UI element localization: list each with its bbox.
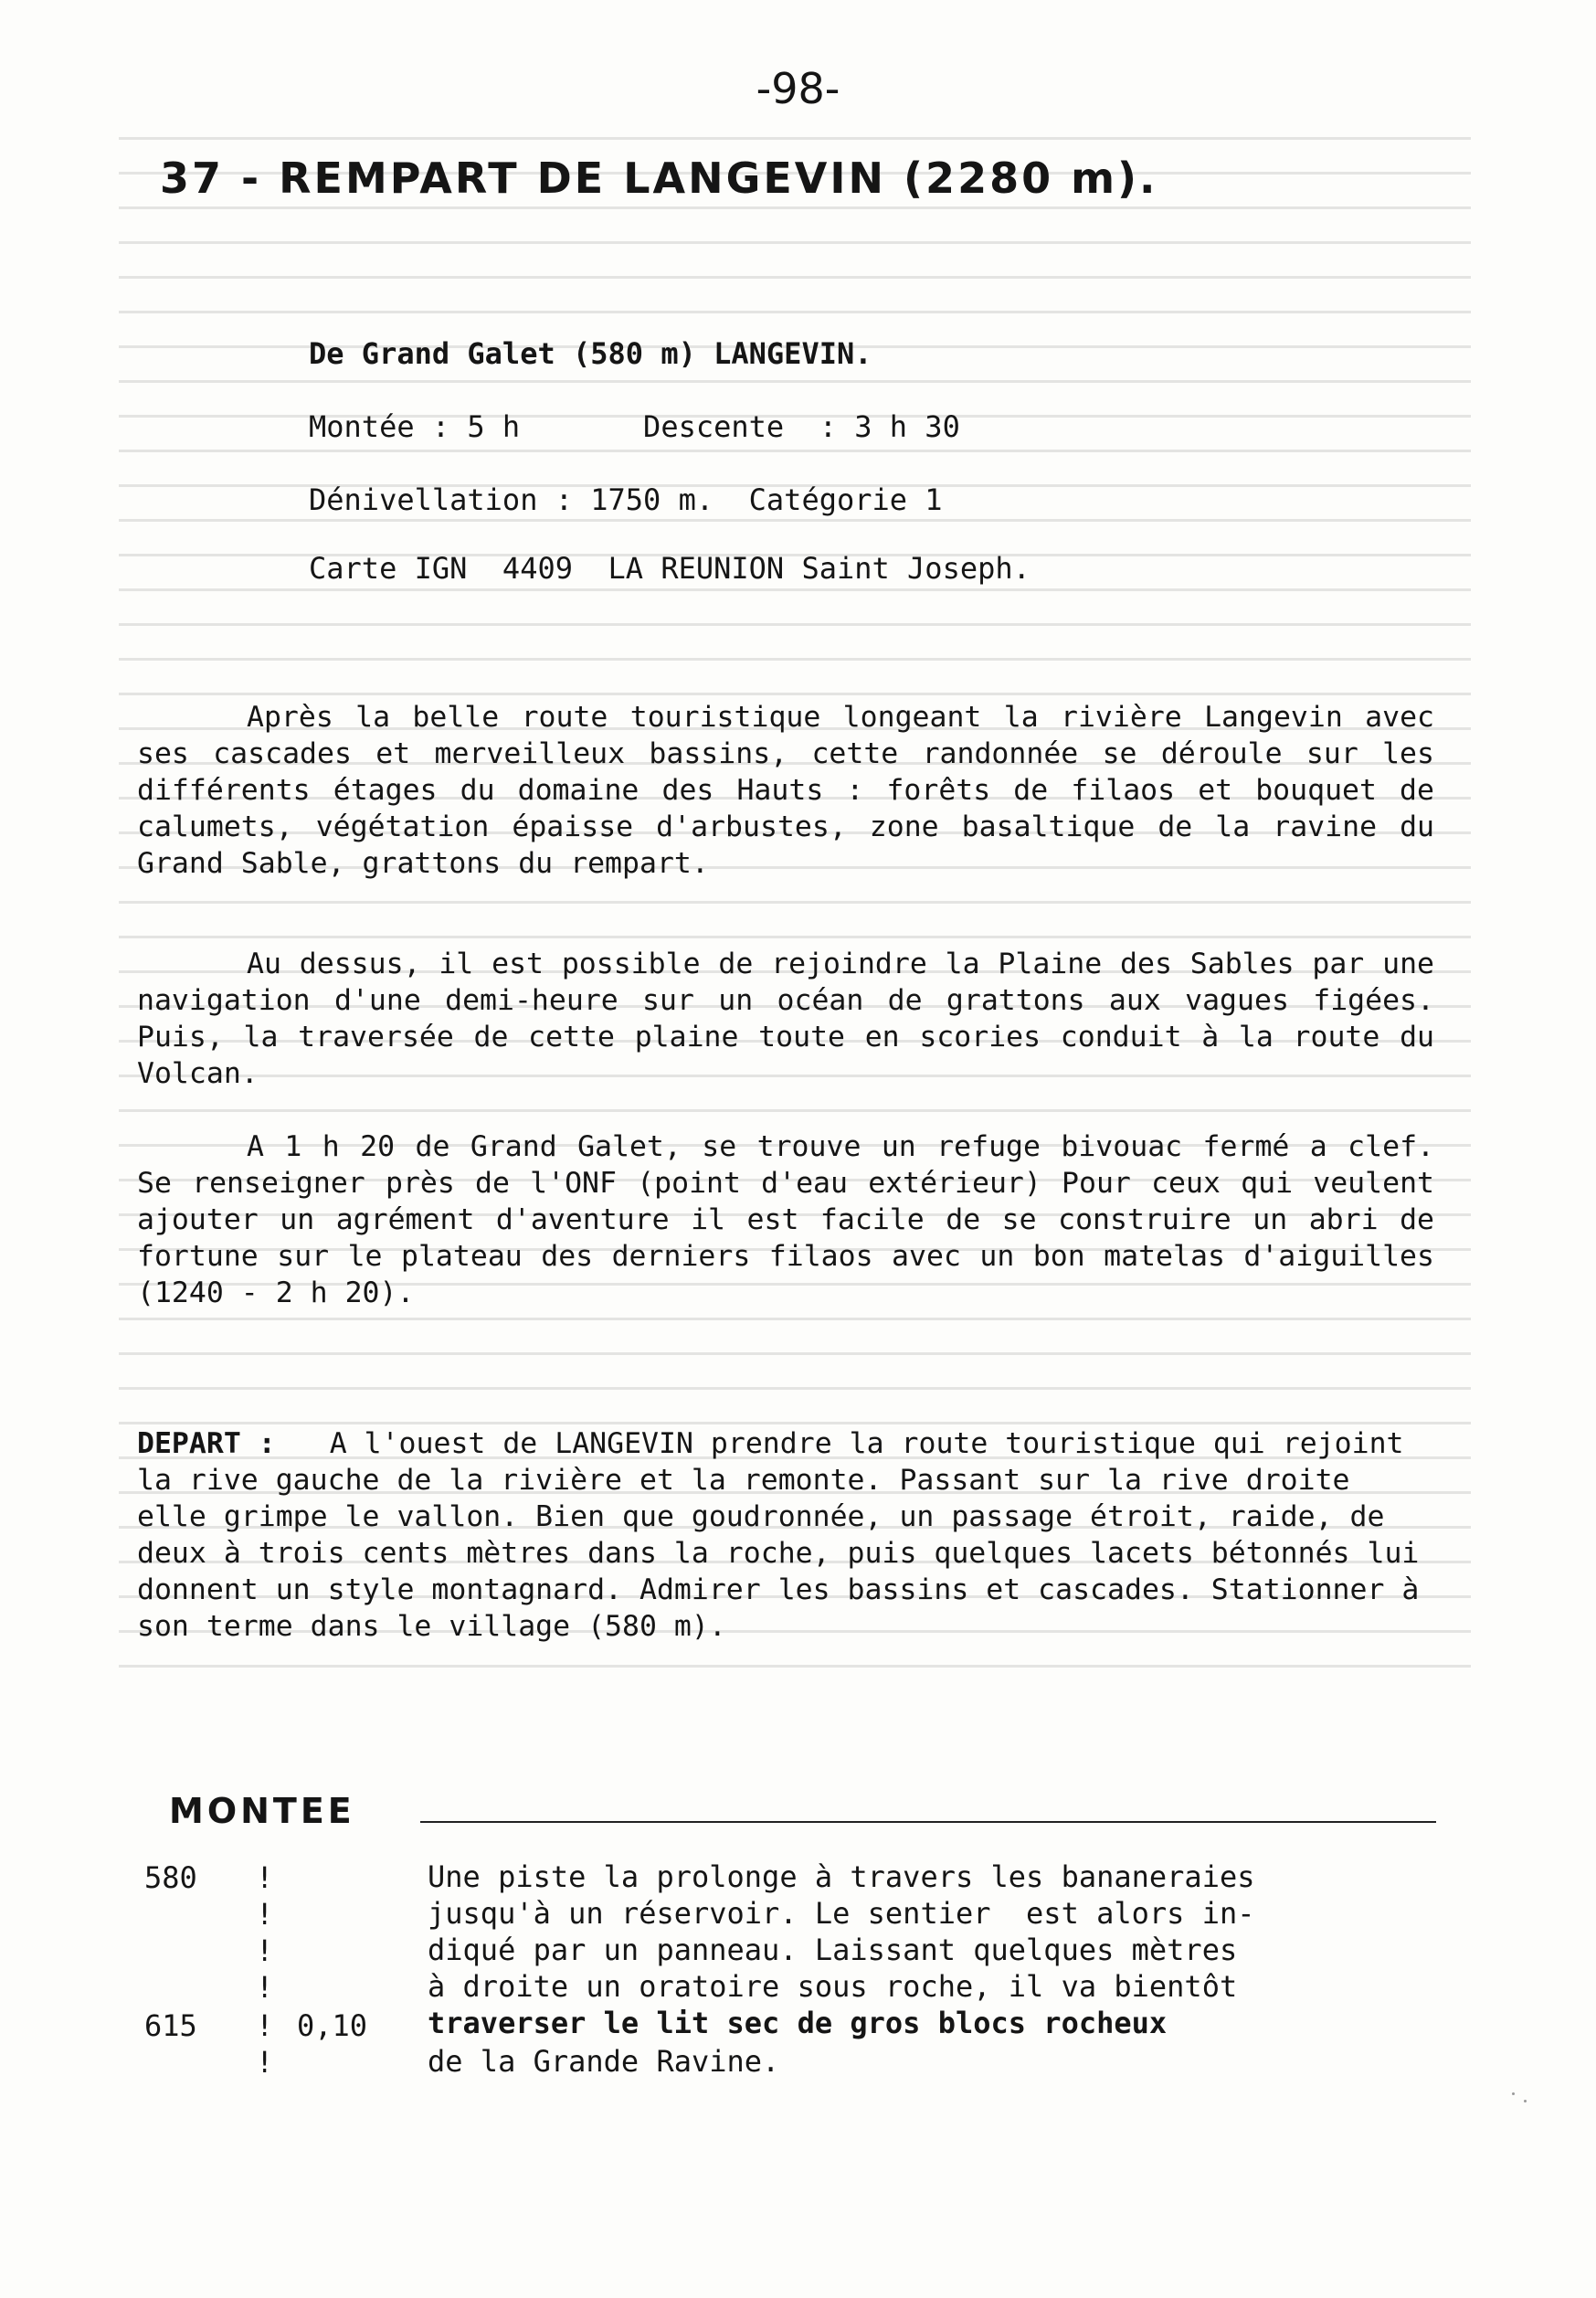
altitude: 580: [144, 1860, 197, 1895]
time: 0,10: [297, 2008, 368, 2043]
paper-speck: [1512, 2092, 1515, 2095]
step-text: de la Grande Ravine.: [428, 2044, 780, 2079]
paragraph-text: Au dessus, il est possible de rejoindre la Plaine des Sables par une navigation d'une demi-heure sur un océan de grattons aux vagues figées. Puis, la traversée de cette plaine toute en scories conduit à la route du Volcan.: [137, 948, 1434, 1090]
intro-paragraph: [137, 699, 1434, 882]
times-line: Montée : 5 h Descente : 3 h 30: [309, 409, 960, 444]
section-rule: [420, 1821, 1436, 1823]
plaine-paragraph: [137, 946, 1434, 1092]
step-text: [428, 2005, 1442, 2041]
paragraph-text: A 1 h 20 de Grand Galet, se trouve un refuge bivouac fermé a clef. Se renseigner près de l'ONF (point d'eau extérieur) Pour ceux qui veulent ajouter un agrément d'aventure il est facile de se construire un abri de fortune sur le plateau des derniers filaos avec un bon matelas d'aiguilles (1240 - 2 h 20).: [137, 1130, 1434, 1309]
step-text: à droite un oratoire sous roche, il va bientôt: [428, 1969, 1238, 2004]
step-text-bold: traverser le lit sec de gros blocs rocheux: [428, 2006, 1168, 2040]
elevation-line: Dénivellation : 1750 m. Catégorie 1: [309, 482, 943, 517]
refuge-paragraph: [137, 1128, 1434, 1311]
step-text: jusqu'à un réservoir. Le sentier est alors in-: [428, 1896, 1255, 1931]
separator: !: [256, 1860, 274, 1895]
section-heading: MONTEE: [169, 1791, 355, 1831]
step-text: diqué par un panneau. Laissant quelques mètres: [428, 1933, 1238, 1967]
altitude: 615: [144, 2008, 197, 2043]
route-line: De Grand Galet (580 m) LANGEVIN.: [309, 336, 872, 371]
separator: !: [256, 1933, 274, 1968]
page-title: 37 - REMPART DE LANGEVIN (2280 m).: [160, 154, 1158, 203]
separator: !: [256, 2008, 274, 2043]
paragraph-text: Après la belle route touristique longeant la rivière Langevin avec ses cascades et merveilleux bassins, cette randonnée se déroule sur les différents étages du domaine des Hauts : forêts de filaos et bouquet de calumets, végétation épaisse d'arbustes, zone basaltique de la ravine du Grand Sable, grattons du rempart.: [137, 701, 1434, 880]
page-number: -98-: [756, 64, 840, 113]
depart-text: A l'ouest de LANGEVIN prendre la route touristique qui rejoint la rive gauche de la rivière et la remonte. Passant sur la rive droite elle grimpe le vallon. Bien que goudronnée, un passage étroit, raide, de deux à trois cents mètres dans la roche, puis quelques lacets bétonnés lui donnent un style montagnard. Admirer les bassins et cascades. Stationner à son terme dans le village (580 m).: [137, 1427, 1420, 1643]
depart-label: DEPART :: [137, 1427, 276, 1460]
step-text: Une piste la prolonge à travers les bananeraies: [428, 1859, 1255, 1894]
separator: !: [256, 2045, 274, 2080]
separator: !: [256, 1970, 274, 2005]
depart-paragraph: [137, 1425, 1434, 1645]
map-line: Carte IGN 4409 LA REUNION Saint Joseph.: [309, 551, 1031, 586]
separator: !: [256, 1897, 274, 1932]
paper-speck: [1524, 2100, 1527, 2102]
